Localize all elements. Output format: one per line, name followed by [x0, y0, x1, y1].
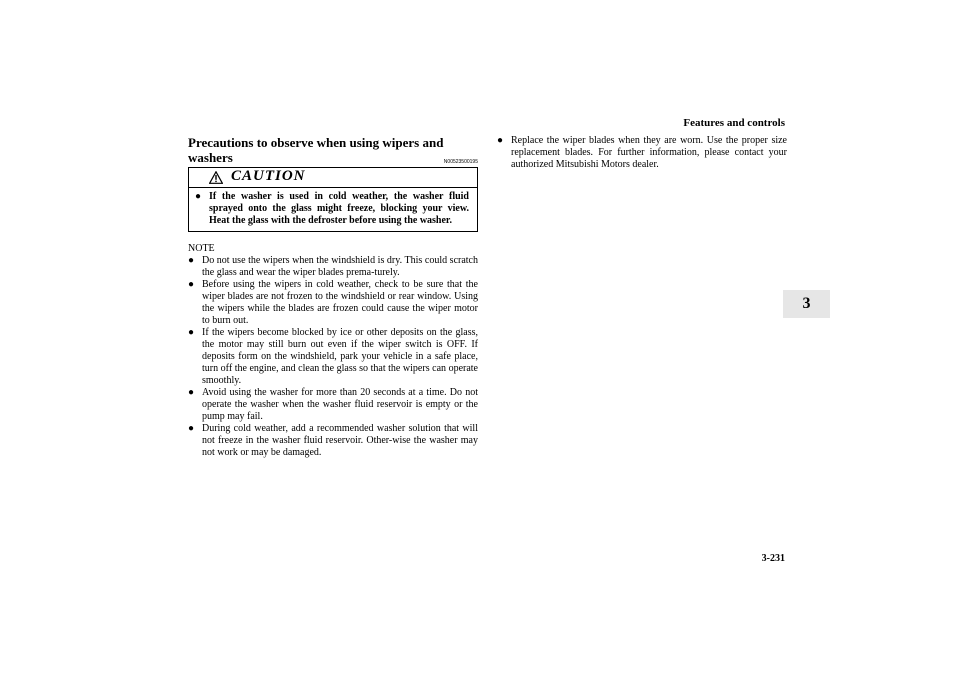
note-item-text: During cold weather, add a recommended washer solution that will not freeze in the washer fluid reservoir. Other-wise the washer may not work or may be damaged.	[202, 423, 478, 458]
note-item	[188, 255, 478, 279]
caution-body	[189, 188, 477, 231]
right-column	[497, 135, 787, 171]
section-code: N00523500195	[443, 159, 478, 165]
note-item-text: Do not use the wipers when the windshield is dry. This could scratch the glass and wear the wiper blades prema-turely.	[202, 255, 478, 278]
bullet-icon: ●	[188, 327, 195, 338]
chapter-tab	[783, 290, 830, 318]
note-item	[188, 387, 478, 423]
note-item-text: Before using the wipers in cold weather, check to be sure that the wiper blades are not frozen to the windshield or rear window. Using the wipers while the blades are frozen could cause the wiper motor to burn out.	[202, 279, 478, 326]
bullet-icon: ●	[497, 135, 504, 146]
note-item	[188, 423, 478, 459]
bullet-icon: ●	[195, 191, 202, 202]
bullet-icon: ●	[188, 255, 195, 266]
note-item	[188, 279, 478, 327]
note-list	[188, 255, 478, 459]
caution-header	[189, 168, 477, 188]
note-item-text: Avoid using the washer for more than 20 seconds at a time. Do not operate the washer when the washer fluid reservoir is empty or the pump may fail.	[202, 387, 478, 422]
caution-item-text: If the washer is used in cold weather, the washer fluid sprayed onto the glass might freeze, blocking your view. Heat the glass with the defroster before using the washer.	[209, 191, 469, 226]
page-number: 3-231	[761, 553, 785, 564]
caution-item	[195, 191, 469, 227]
left-column	[188, 135, 478, 459]
chapter-tab-label: 3	[802, 295, 811, 312]
page-header-title: Features and controls	[683, 117, 785, 129]
caution-box	[188, 167, 478, 232]
right-list-item	[497, 135, 787, 171]
note-item-text: If the wipers become blocked by ice or other deposits on the glass, the motor may still burn out even if the wiper switch is OFF. If deposits form on the windshield, park your vehicle in a safe place, turn off the engine, and clean the glass so that the wipers can operate smoothly.	[202, 327, 478, 386]
right-list-item-text: Replace the wiper blades when they are worn. Use the proper size replacement blades. For further information, please contact your authorized Mitsubishi Motors dealer.	[511, 135, 787, 170]
bullet-icon: ●	[188, 387, 195, 398]
note-label: NOTE	[188, 243, 215, 254]
bullet-icon: ●	[188, 423, 195, 434]
section-title: Precautions to observe when using wipers and washers	[188, 135, 444, 165]
warning-triangle-icon	[209, 171, 223, 184]
caution-title: CAUTION	[231, 168, 306, 184]
bullet-icon: ●	[188, 279, 195, 290]
note-item	[188, 327, 478, 387]
